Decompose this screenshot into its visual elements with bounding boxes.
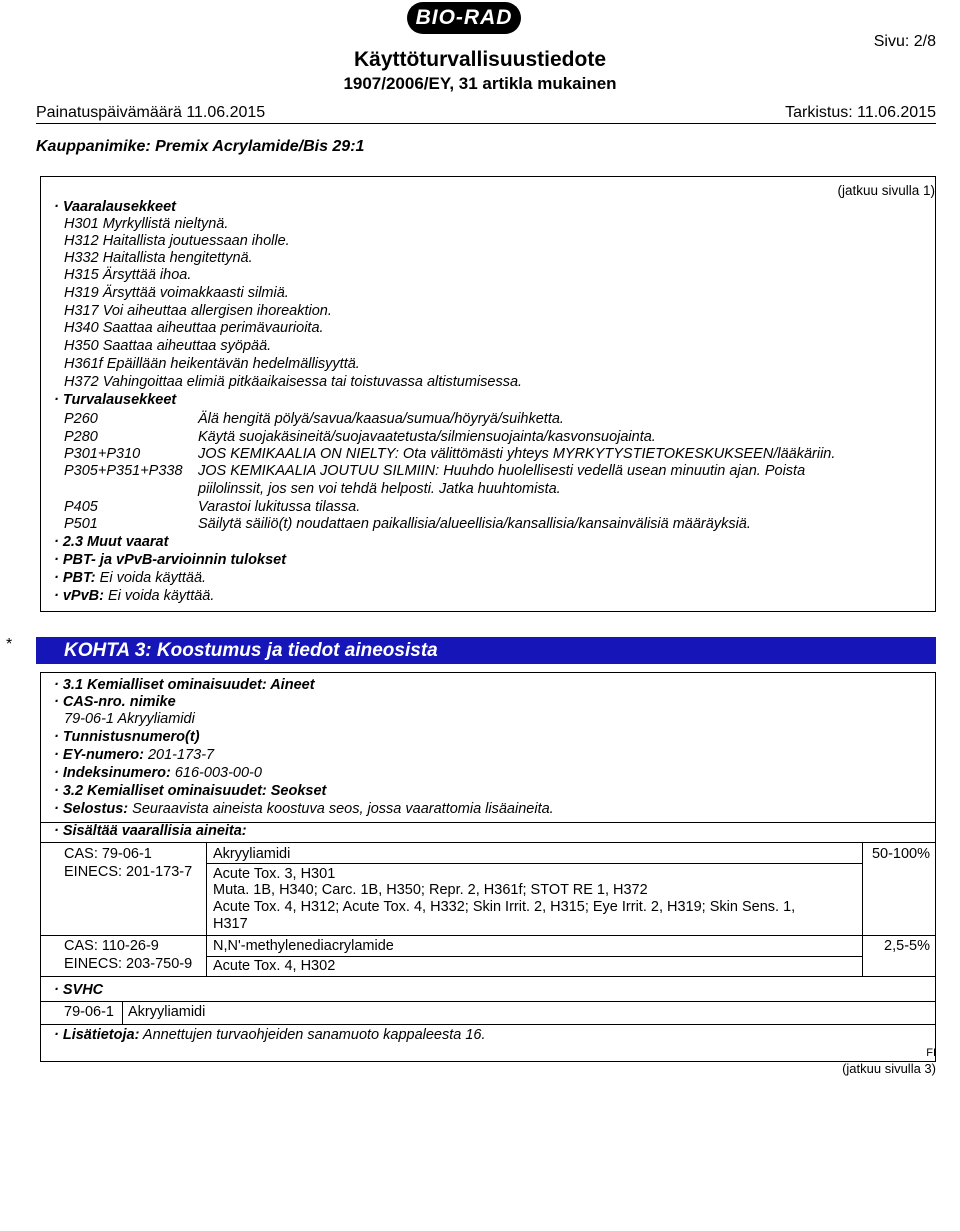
- precautionary-statements-heading: · Turvalausekkeet: [54, 392, 177, 408]
- hazard-statement: H317 Voi aiheuttaa allergisen ihoreaktion.: [64, 303, 332, 319]
- vpvb-label: · vPvB:: [54, 588, 104, 604]
- description-line: [54, 801, 554, 818]
- table-inner-rule: [206, 956, 862, 957]
- precaution-text: JOS KEMIKAALIA JOUTUU SILMIIN: Huuhdo huolellisesti vedellä usean minuutin ajan. Poista: [198, 463, 806, 479]
- hazard-statement: H301 Myrkyllistä nieltynä.: [64, 216, 229, 232]
- table-column-divider: [862, 842, 863, 976]
- trade-name: Kauppanimike: Premix Acrylamide/Bis 29:1: [36, 138, 365, 155]
- section3-title-bar: KOHTA 3: Koostumus ja tiedot aineosista: [36, 637, 936, 664]
- ec-number-line: [54, 747, 214, 764]
- precaution-text: Varastoi lukitussa tilassa.: [198, 499, 361, 515]
- table-cell-name: Akryyliamidi: [213, 846, 291, 862]
- precaution-code: P305+P351+P338: [64, 463, 183, 479]
- precaution-text: Älä hengitä pölyä/savua/kaasua/sumua/höyryä/suihketta.: [198, 411, 564, 427]
- mixtures-heading: · 3.2 Kemialliset ominaisuudet: Seokset: [54, 783, 327, 799]
- document-title: Käyttöturvallisuustiedote: [353, 48, 607, 71]
- additional-info-value: Annettujen turvaohjeiden sanamuoto kappaleesta 16.: [139, 1027, 486, 1043]
- precaution-code: P260: [64, 411, 98, 427]
- table-cell-cas: CAS: 110-26-9: [64, 938, 159, 954]
- precaution-code: P301+P310: [64, 446, 141, 462]
- language-code: FI: [926, 1047, 936, 1059]
- precaution-code: P501: [64, 516, 98, 532]
- hazard-statement: H340 Saattaa aiheuttaa perimävaurioita.: [64, 320, 324, 336]
- table-cell-percent: 2,5-5%: [884, 938, 930, 954]
- precaution-code: P405: [64, 499, 98, 515]
- index-number-label: · Indeksinumero:: [54, 765, 171, 781]
- table-header-rule: [40, 842, 936, 843]
- svhc-name: Akryyliamidi: [128, 1004, 206, 1020]
- table-cell-classification: Acute Tox. 4, H312; Acute Tox. 4, H332; Skin Irrit. 2, H315; Eye Irrit. 2, H319; Skin Sens. 1,: [213, 899, 796, 915]
- pbt-assessment-heading: · PBT- ja vPvB-arvioinnin tulokset: [54, 552, 287, 568]
- hazard-statement: H315 Ärsyttää ihoa.: [64, 267, 192, 283]
- hazard-statement: H350 Saattaa aiheuttaa syöpää.: [64, 338, 272, 354]
- table-cell-percent: 50-100%: [871, 846, 930, 862]
- hazard-statement: H319 Ärsyttää voimakkaasti silmiä.: [64, 285, 289, 301]
- precaution-text: JOS KEMIKAALIA ON NIELTY: Ota välittömästi yhteys MYRKYTYSTIETOKESKUKSEEN/lääkäriin.: [198, 446, 836, 462]
- hazard-statement: H332 Haitallista hengitettynä.: [64, 250, 253, 266]
- precaution-text: Käytä suojakäsineitä/suojavaatetusta/silmiensuojainta/kasvonsuojainta.: [198, 429, 656, 445]
- precaution-code: P280: [64, 429, 98, 445]
- revision-date: Tarkistus: 11.06.2015: [785, 104, 936, 121]
- other-hazards-heading: · 2.3 Muut vaarat: [54, 534, 169, 550]
- ec-number-label: · EY-numero:: [54, 747, 144, 763]
- table-cell-classification: Muta. 1B, H340; Carc. 1B, H350; Repr. 2, H361f; STOT RE 1, H372: [213, 882, 648, 898]
- change-marker: *: [6, 636, 13, 653]
- precaution-text-cont: piilolinssit, jos sen voi tehdä helposti. Jatka huuhtomista.: [198, 481, 561, 497]
- table-cell-classification: Acute Tox. 3, H301: [213, 866, 336, 882]
- substances-heading: · 3.1 Kemialliset ominaisuudet: Aineet: [54, 677, 315, 693]
- pbt-value: Ei voida käyttää.: [95, 570, 207, 586]
- pbt-label: · PBT:: [54, 570, 96, 586]
- identification-numbers-heading: · Tunnistusnumero(t): [54, 729, 200, 745]
- table-cell-cas: CAS: 79-06-1: [64, 846, 152, 862]
- svhc-rule: [40, 1001, 936, 1002]
- svhc-cas: 79-06-1: [64, 1004, 114, 1020]
- table-row-rule: [40, 935, 936, 936]
- pbt-line: [54, 570, 206, 587]
- table-cell-classification: Acute Tox. 4, H302: [213, 958, 336, 974]
- table-cell-einecs: EINECS: 203-750-9: [64, 956, 193, 972]
- svhc-bottom-rule: [40, 1024, 936, 1025]
- table-inner-rule: [206, 863, 862, 864]
- ec-number-value: 201-173-7: [143, 747, 215, 763]
- svhc-column-divider: [122, 1001, 123, 1024]
- hazard-statement: H312 Haitallista joutuessaan iholle.: [64, 233, 290, 249]
- hazard-statement: H372 Vahingoittaa elimiä pitkäaikaisessa tai toistuvassa altistumisessa.: [64, 374, 523, 390]
- vpvb-value: Ei voida käyttää.: [103, 588, 215, 604]
- page-number: Sivu: 2/8: [873, 33, 936, 50]
- vpvb-line: [54, 588, 214, 605]
- table-cell-classification: H317: [213, 916, 248, 932]
- table-cell-name: N,N'-methylenediacrylamide: [213, 938, 394, 954]
- continued-from-note: (jatkuu sivulla 1): [837, 183, 935, 198]
- additional-info-label: · Lisätietoja:: [54, 1027, 140, 1043]
- svhc-heading: · SVHC: [54, 982, 104, 998]
- hazard-statements-heading: · Vaaralausekkeet: [54, 199, 176, 215]
- hazardous-ingredients-heading: · Sisältää vaarallisia aineita:: [54, 823, 247, 839]
- cas-name-value: 79-06-1 Akryyliamidi: [64, 711, 195, 727]
- precaution-text: Säilytä säiliö(t) noudattaen paikallisia/alueellisia/kansallisia/kansainvälisiä määräyksiä.: [198, 516, 751, 532]
- header-divider: [36, 123, 936, 124]
- description-value: Seuraavista aineista koostuva seos, jossa vaarattomia lisäaineita.: [128, 801, 554, 817]
- continued-to-note: (jatkuu sivulla 3): [842, 1061, 936, 1076]
- table-cell-einecs: EINECS: 201-173-7: [64, 864, 193, 880]
- description-label: · Selostus:: [54, 801, 129, 817]
- hazard-statement: H361f Epäillään heikentävän hedelmällisyyttä.: [64, 356, 360, 372]
- index-number-value: 616-003-00-0: [170, 765, 262, 781]
- bio-rad-logo: BIO-RAD: [407, 2, 521, 34]
- cas-name-heading: · CAS-nro. nimike: [54, 694, 176, 710]
- table-bottom-rule: [40, 976, 936, 977]
- print-date: Painatuspäivämäärä 11.06.2015: [36, 104, 266, 121]
- index-number-line: [54, 765, 262, 782]
- document-subtitle: 1907/2006/EY, 31 artikla mukainen: [343, 74, 617, 93]
- additional-info-line: [54, 1027, 486, 1044]
